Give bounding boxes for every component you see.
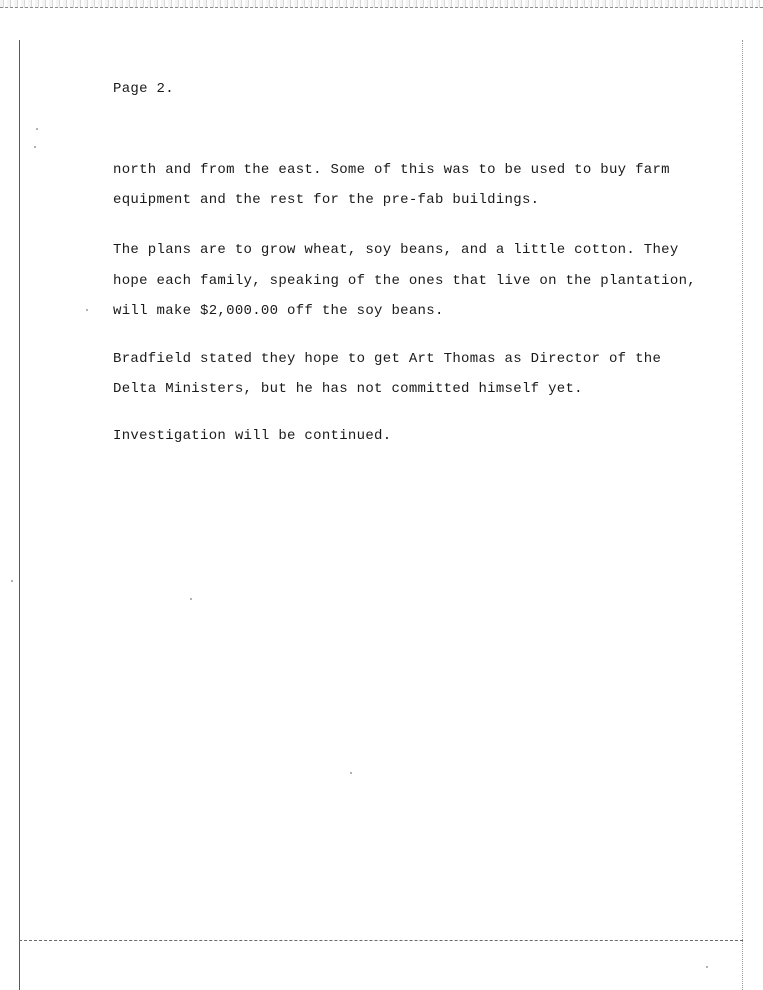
- scan-speck: [11, 580, 13, 582]
- text-line: hope each family, speaking of the ones that live on the plantation,: [113, 273, 696, 289]
- text-line: north and from the east. Some of this was to be used to buy farm: [113, 162, 670, 178]
- page-bottom-edge: [19, 940, 743, 941]
- scan-top-border: [0, 0, 763, 8]
- text-line: Bradfield stated they hope to get Art Thomas as Director of the: [113, 351, 662, 367]
- text-line: Investigation will be continued.: [113, 428, 392, 444]
- scan-speck: [190, 598, 192, 600]
- text-line: will make $2,000.00 off the soy beans.: [113, 303, 444, 319]
- scan-speck: [36, 128, 38, 130]
- scan-speck: [350, 772, 352, 774]
- scan-speck: [706, 966, 708, 968]
- page-number-label: Page 2.: [113, 81, 174, 97]
- text-line: equipment and the rest for the pre-fab buildings.: [113, 192, 540, 208]
- text-line: The plans are to grow wheat, soy beans, and a little cotton. They: [113, 242, 679, 258]
- page-right-edge: [742, 40, 743, 990]
- scan-speck: [34, 146, 36, 148]
- text-line: Delta Ministers, but he has not committed himself yet.: [113, 381, 583, 397]
- scan-speck: [86, 309, 88, 311]
- page-left-edge: [19, 40, 20, 990]
